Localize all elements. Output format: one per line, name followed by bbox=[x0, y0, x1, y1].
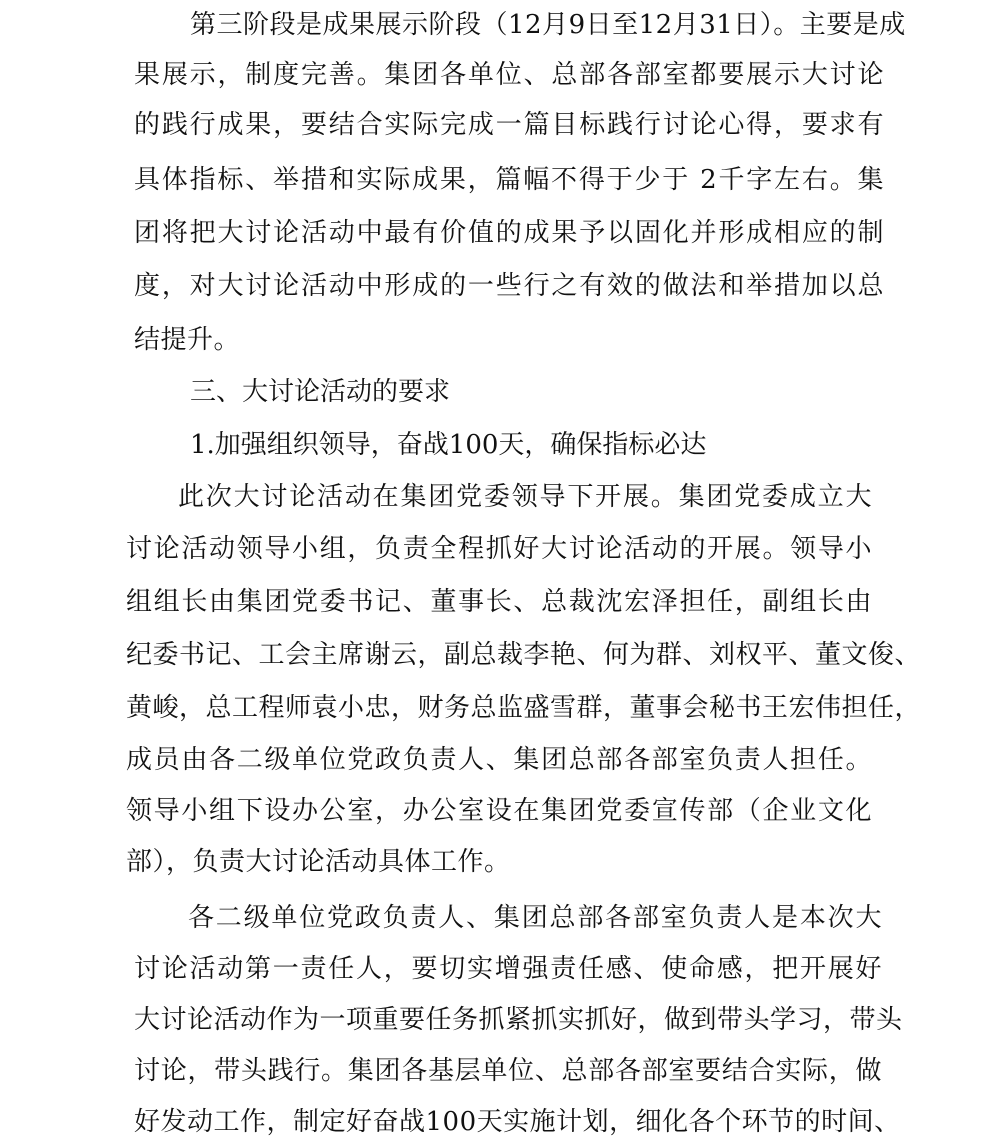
text-line: 部），负责大讨论活动具体工作。 bbox=[126, 847, 511, 877]
text-line: 具体指标、举措和实际成果，篇幅不得于少于 2千字左右。集 bbox=[134, 165, 884, 195]
text-line: 度，对大讨论活动中形成的一些行之有效的做法和举措加以总 bbox=[134, 271, 884, 301]
text-line: 领导小组下设办公室，办公室设在集团党委宣传部（企业文化 bbox=[126, 796, 872, 826]
text-line: 成员由各二级单位党政负责人、集团总部各部室负责人担任。 bbox=[126, 745, 872, 775]
text-line: 团将把大讨论活动中最有价值的成果予以固化并形成相应的制 bbox=[134, 218, 884, 248]
text-line: 此次大讨论活动在集团党委领导下开展。集团党委成立大 bbox=[178, 482, 872, 512]
text-line: 果展示，制度完善。集团各单位、总部各部室都要展示大讨论 bbox=[134, 60, 884, 90]
text-line: 各二级单位党政负责人、集团总部各部室负责人是本次大 bbox=[188, 903, 882, 933]
text-line: 的践行成果，要结合实际完成一篇目标践行讨论心得，要求有 bbox=[134, 110, 884, 140]
text-line: 大讨论活动作为一项重要任务抓紧抓实抓好，做到带头学习，带头 bbox=[134, 1005, 903, 1035]
text-line: 讨论活动第一责任人，要切实增强责任感、使命感，把开展好 bbox=[134, 954, 882, 984]
section-heading: 三、大讨论活动的要求 bbox=[190, 377, 451, 407]
text-line: 第三阶段是成果展示阶段（12月9日至12月31日）。主要是成 bbox=[190, 10, 906, 40]
text-line: 结提升。 bbox=[134, 325, 241, 355]
text-line: 纪委书记、工会主席谢云，副总裁李艳、何为群、刘权平、董文俊、 bbox=[126, 640, 922, 670]
text-line: 组组长由集团党委书记、董事长、总裁沈宏泽担任，副组长由 bbox=[126, 587, 872, 617]
text-line: 好发动工作，制定好奋战100天实施计划，细化各个环节的时间、 bbox=[134, 1107, 901, 1137]
text-line: 黄峻，总工程师袁小忠，财务总监盛雪群，董事会秘书王宏伟担任， bbox=[126, 693, 922, 723]
text-line: 讨论活动领导小组，负责全程抓好大讨论活动的开展。领导小 bbox=[126, 534, 872, 564]
text-line: 讨论，带头践行。集团各基层单位、总部各部室要结合实际，做 bbox=[134, 1056, 882, 1086]
subsection-heading: 1.加强组织领导，奋战100天，确保指标必达 bbox=[190, 430, 707, 460]
